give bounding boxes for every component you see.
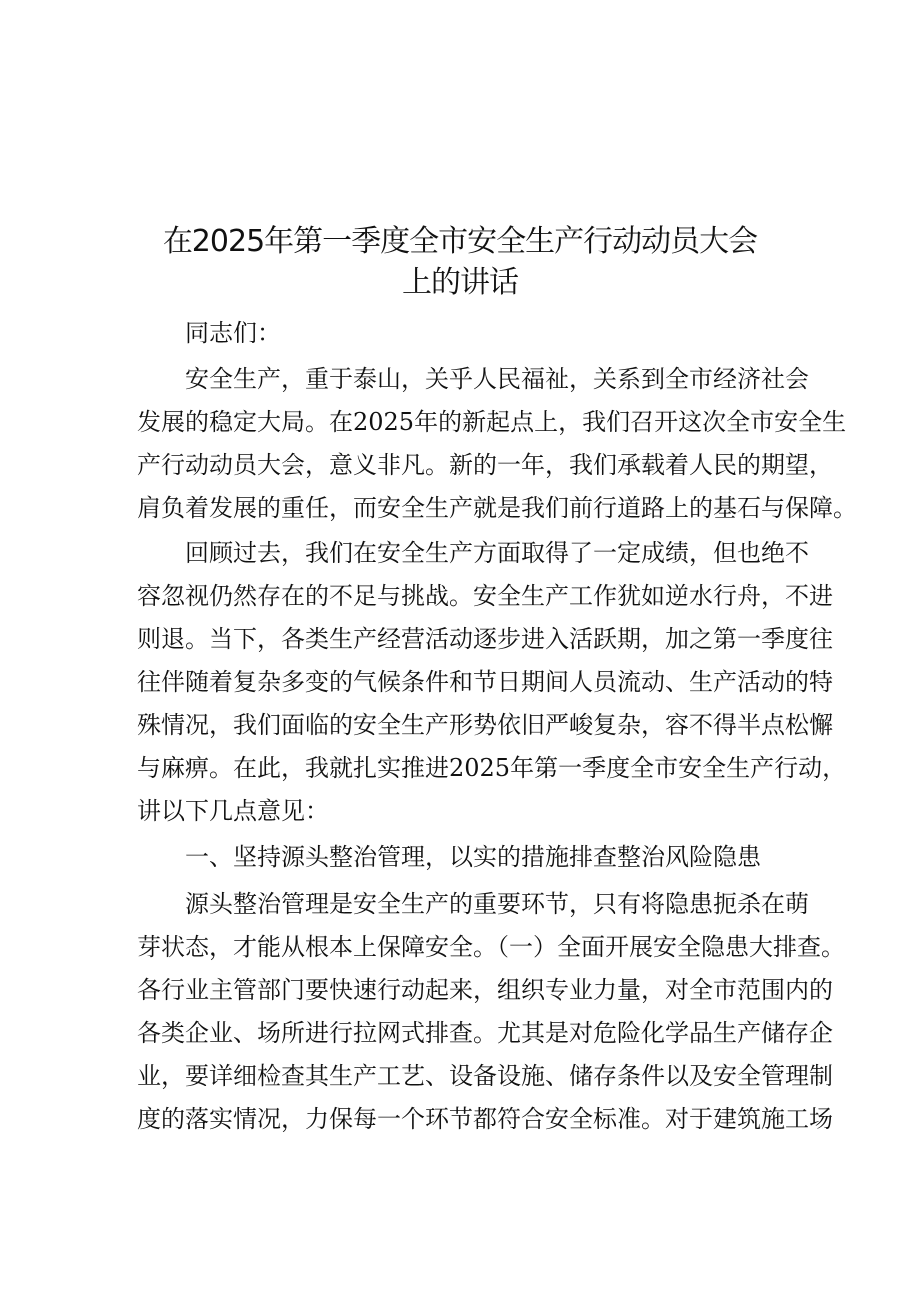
paragraph-2-line-3: 则退。当下，各类生产经营活动逐步进入活跃期，加之第一季度往 (137, 625, 833, 653)
paragraph-2-line-4: 往伴随着复杂多变的气候条件和节日期间人员流动、生产活动的特 (137, 668, 833, 696)
paragraph-1-line-2: 发展的稳定大局。在2025年的新起点上，我们召开这次全市安全生 (137, 408, 847, 436)
paragraph-3-line-1: 源头整治管理是安全生产的重要环节，只有将隐患扼杀在萌 (185, 890, 809, 918)
paragraph-2-line-1: 回顾过去，我们在安全生产方面取得了一定成绩，但也绝不 (185, 539, 809, 567)
document-title-line-2: 上的讲话 (402, 265, 518, 300)
paragraph-1-line-3: 产行动动员大会，意义非凡。新的一年，我们承载着人民的期望， (137, 451, 833, 479)
paragraph-2-line-6: 与麻痹。在此，我就扎实推进2025年第一季度全市安全生产行动， (137, 754, 847, 782)
paragraph-3-line-4: 各类企业、场所进行拉网式排查。尤其是对危险化学品生产储存企 (137, 1019, 833, 1047)
section-heading-1: 一、坚持源头整治管理，以实的措施排查整治风险隐患 (185, 843, 761, 871)
paragraph-2-line-5: 殊情况，我们面临的安全生产形势依旧严峻复杂，容不得半点松懈 (137, 711, 833, 739)
paragraph-3-line-2: 芽状态，才能从根本上保障安全。（一）全面开展安全隐患大排查。 (137, 933, 845, 961)
salutation: 同志们： (185, 319, 281, 347)
paragraph-1-line-1: 安全生产，重于泰山，关乎人民福祉，关系到全市经济社会 (185, 365, 809, 393)
paragraph-2-line-2: 容忽视仍然存在的不足与挑战。安全生产工作犹如逆水行舟，不进 (137, 582, 833, 610)
document-title-line-1: 在2025年第一季度全市安全生产行动动员大会 (162, 224, 758, 259)
paragraph-1-line-4: 肩负着发展的重任，而安全生产就是我们前行道路上的基石与保障。 (137, 494, 857, 522)
paragraph-2-line-7: 讲以下几点意见： (137, 797, 329, 825)
paragraph-3-line-3: 各行业主管部门要快速行动起来，组织专业力量，对全市范围内的 (137, 976, 833, 1004)
paragraph-3-line-5: 业，要详细检查其生产工艺、设备设施、储存条件以及安全管理制 (137, 1062, 833, 1090)
paragraph-3-line-6: 度的落实情况，力保每一个环节都符合安全标准。对于建筑施工场 (137, 1105, 833, 1133)
